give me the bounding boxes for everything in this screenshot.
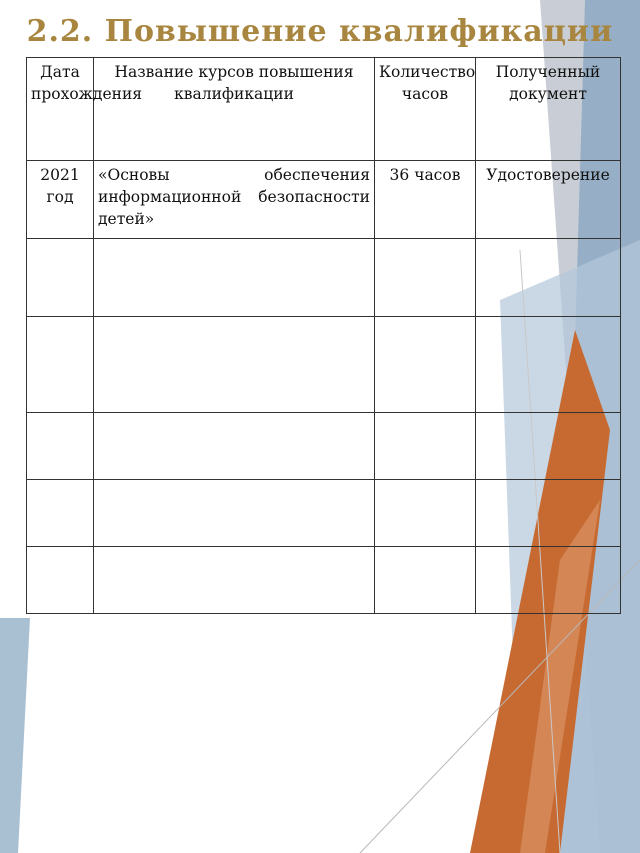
cell-hours (375, 547, 476, 614)
cell-course-name (94, 547, 375, 614)
page-title: 2.2. Повышение квалификации (26, 14, 614, 49)
cell-document (476, 547, 621, 614)
table-row (27, 239, 621, 317)
table-row (27, 480, 621, 547)
cell-hours (375, 239, 476, 317)
cell-course-name (94, 317, 375, 413)
cell-document (476, 413, 621, 480)
cell-hours (375, 413, 476, 480)
cell-course-name (94, 239, 375, 317)
header-date: Дата прохождения (27, 58, 94, 161)
cell-hours (375, 480, 476, 547)
table-row (27, 547, 621, 614)
header-hours: Количество часов (375, 58, 476, 161)
cell-hours: 36 часов (375, 161, 476, 239)
cell-date (27, 480, 94, 547)
cell-date: 2021 год (27, 161, 94, 239)
table-header-row (27, 58, 621, 161)
cell-hours (375, 317, 476, 413)
cell-date (27, 239, 94, 317)
cell-document (476, 480, 621, 547)
table-row (27, 317, 621, 413)
cell-course-name (94, 480, 375, 547)
cell-document (476, 239, 621, 317)
cell-document: Удостоверение (476, 161, 621, 239)
table-row (27, 161, 621, 239)
courses-table (26, 57, 621, 614)
header-document: Полученный документ (476, 58, 621, 161)
cell-date (27, 317, 94, 413)
cell-date (27, 413, 94, 480)
left-blue-stripe (0, 618, 30, 853)
cell-document (476, 317, 621, 413)
table-row (27, 413, 621, 480)
cell-date (27, 547, 94, 614)
cell-course-name: «Основы обеспечения информационной безопасности детей» (94, 161, 375, 239)
header-course-name: Название курсов повышения квалификации (94, 58, 375, 161)
cell-course-name (94, 413, 375, 480)
